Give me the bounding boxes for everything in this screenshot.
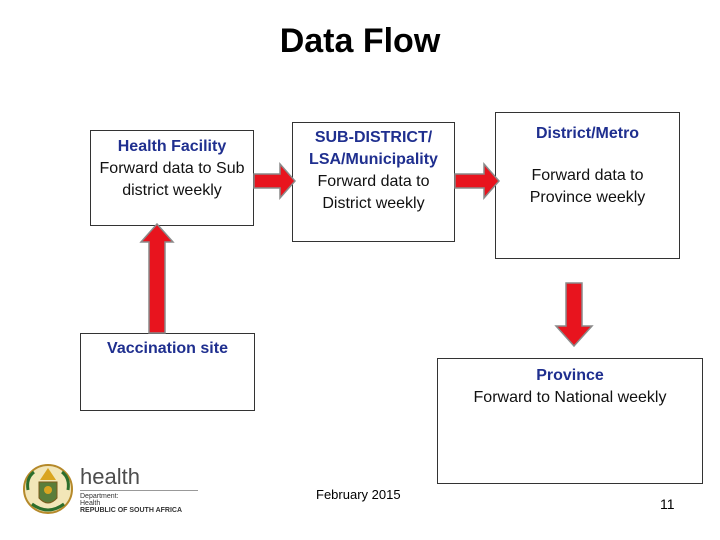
arrow-subdistrict-to-district (455, 164, 499, 198)
logo-line-country: REPUBLIC OF SOUTH AFRICA (80, 507, 183, 514)
arrow-vaccination-to-facility (141, 224, 173, 333)
department-of-health-logo (22, 460, 202, 520)
district-heading: District/Metro (535, 125, 640, 142)
district-text: Forward data to Province weekly (529, 167, 646, 206)
vaccination-site-heading: Vaccination site (107, 340, 228, 357)
province-text: Forward to National weekly (473, 389, 667, 406)
slide-title: Data Flow (279, 22, 441, 60)
sub-district-heading: SUB-DISTRICT/ LSA/Municipality (309, 129, 438, 168)
logo-line-department: Department: (80, 493, 119, 500)
province-heading: Province (536, 367, 604, 384)
footer-date: February 2015 (316, 487, 401, 502)
logo-wordmark: health (80, 464, 140, 489)
health-facility-text: Forward data to Sub district weekly (99, 160, 245, 199)
page-number: 11 (660, 496, 675, 512)
arrow-facility-to-subdistrict (254, 164, 295, 198)
sub-district-text: Forward data to District weekly (317, 173, 430, 212)
logo-line-health: Health (80, 500, 101, 507)
arrow-district-to-province (556, 283, 592, 346)
health-facility-heading: Health Facility (117, 138, 227, 155)
coat-of-arms-icon (22, 460, 74, 518)
